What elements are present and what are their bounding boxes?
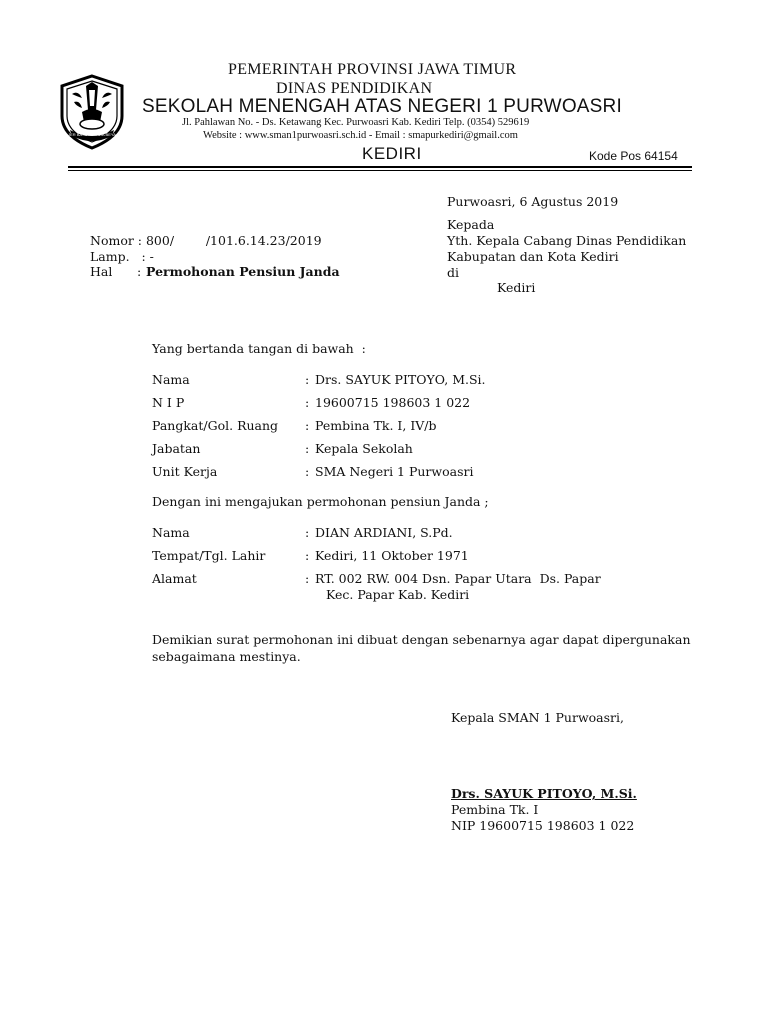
signer-nip-colon: : [305,395,310,410]
letterhead-postal-code: Kode Pos 64154 [589,149,678,163]
subject-label: Hal [90,264,113,279]
signer-position-colon: : [305,441,310,456]
letterhead-government-line: PEMERINTAH PROVINSI JAWA TIMUR [228,61,517,78]
east-java-province-emblem-logo [52,72,132,152]
letterhead-divider [68,166,692,171]
subject-value: Permohonan Pensiun Janda [146,264,340,279]
signer-name-value: Drs. SAYUK PITOYO, M.Si. [315,372,486,387]
closing-statement-line-1: Demikian surat permohonan ini dibuat dengan sebenarnya agar dapat dipergunakan [152,632,691,647]
recipient-line-1: Yth. Kepala Cabang Dinas Pendidikan [447,233,687,248]
request-statement: Dengan ini mengajukan permohonan pensiun Janda ; [152,494,489,509]
letterhead-agency-line: DINAS PENDIDIKAN [276,80,433,97]
letter-attachment: Lamp. : - [90,249,154,264]
letterhead-city: KEDIRI [362,144,422,163]
widow-birth-colon: : [305,548,310,563]
signer-unit-value: SMA Negeri 1 Purwoasri [315,464,474,479]
subject-colon: : [137,264,142,279]
signer-position-label: Jabatan [152,441,201,456]
signer-unit-colon: : [305,464,310,479]
widow-name-value: DIAN ARDIANI, S.Pd. [315,525,453,540]
signer-rank-value: Pembina Tk. I, IV/b [315,418,437,433]
letter-number: Nomor : 800/ /101.6.14.23/2019 [90,233,322,248]
signer-position-value: Kepala Sekolah [315,441,413,456]
widow-name-label: Nama [152,525,190,540]
widow-name-colon: : [305,525,310,540]
widow-birth-label: Tempat/Tgl. Lahir [152,548,266,563]
signer-rank-label: Pangkat/Gol. Ruang [152,418,279,433]
signature-rank: Pembina Tk. I [451,802,539,817]
closing-statement-line-2: sebagaimana mestinya. [152,649,301,664]
letter-date: Purwoasri, 6 Agustus 2019 [447,194,619,209]
signer-nip-value: 19600715 198603 1 022 [315,395,471,410]
recipient-line-2: Kabupatan dan Kota Kediri [447,249,619,264]
letterhead-website-email: Website : www.sman1purwoasri.sch.id - Email : smapurkediri@gmail.com [203,130,518,141]
letterhead-address: Jl. Pahlawan No. - Ds. Ketawang Kec. Purwoasri Kab. Kediri Telp. (0354) 529619 [182,117,530,128]
widow-address-value: RT. 002 RW. 004 Dsn. Papar Utara Ds. Papar [315,571,601,586]
intro-statement: Yang bertanda tangan di bawah : [152,341,366,356]
signer-nip-label: N I P [152,395,185,410]
widow-address-colon: : [305,571,310,586]
recipient-city: Kediri [497,280,536,295]
recipient-line-3: di [447,265,459,280]
widow-address-label: Alamat [152,571,197,586]
letterhead-school-name: SEKOLAH MENENGAH ATAS NEGERI 1 PURWOASRI [142,96,622,117]
signer-name-colon: : [305,372,310,387]
widow-birth-value: Kediri, 11 Oktober 1971 [315,548,469,563]
signer-unit-label: Unit Kerja [152,464,218,479]
signature-nip: NIP 19600715 198603 1 022 [451,818,635,833]
signer-name-label: Nama [152,372,190,387]
signer-rank-colon: : [305,418,310,433]
widow-address-value-line-2: Kec. Papar Kab. Kediri [326,587,470,602]
svg-text:JER BASUKI MAWA BEYA: JER BASUKI MAWA BEYA [68,132,116,137]
signature-title: Kepala SMAN 1 Purwoasri, [451,710,624,725]
signature-name: Drs. SAYUK PITOYO, M.Si. [451,786,637,801]
recipient-to-label: Kepada [447,217,495,232]
